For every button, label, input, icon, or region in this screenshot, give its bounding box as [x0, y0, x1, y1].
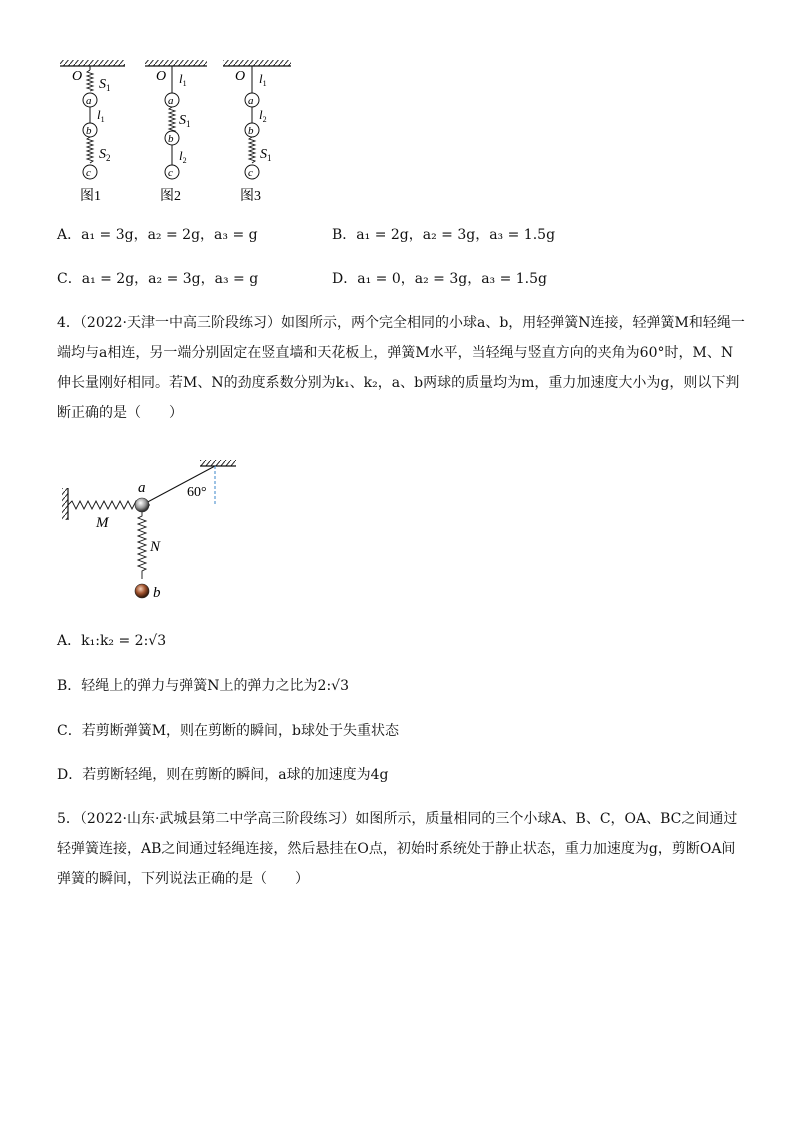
- svg-text:a: a: [248, 95, 254, 107]
- svg-text:S2: $S_2$: [99, 147, 111, 163]
- q4-option-d[interactable]: [57, 764, 388, 784]
- svg-text:c: c: [248, 167, 253, 179]
- svg-text:b: b: [248, 125, 254, 137]
- q3-option-b-text: a₁ = 2g，a₂ = 3g，a₃ = 1.5g: [356, 227, 556, 243]
- svg-text:a: a: [86, 95, 92, 107]
- q4-option-d-text: 若剪断轻绳，则在剪断的瞬间，a球的加速度为4g: [82, 767, 389, 783]
- svg-text:b: b: [168, 133, 174, 145]
- q3-option-a[interactable]: [57, 224, 258, 244]
- figure-2: [145, 60, 207, 179]
- q4-option-a[interactable]: [57, 630, 166, 650]
- svg-text:l2: $l_2$: [179, 148, 187, 165]
- ball-a-label: a: [138, 480, 146, 496]
- q4-option-a-text: k₁:k₂ = 2:√3: [81, 633, 167, 649]
- q3-option-d[interactable]: [332, 268, 547, 288]
- q3-option-b[interactable]: [332, 224, 555, 244]
- q4-stem: 4．（2022·天津一中高三阶段练习）如图所示，两个完全相同的小球a、b，用轻弹簧N连接，轻弹簧M和轻绳一端均与a相连，另一端分别固定在竖直墙和天花板上，弹簧M水平，当轻绳与竖直方向的夹角为60°时，M、N伸长量刚好相同。若M、N的劲度系数分别为k₁、k₂，a、b两球的质量均为m，重力加速度大小为g，则以下判断正确的是（ ）: [57, 315, 745, 421]
- figure-1: [60, 60, 125, 179]
- figure-3-caption: 图3: [240, 189, 261, 204]
- q5-stem: 5．（2022·山东·武城县第二中学高三阶段练习）如图所示，质量相同的三个小球A、B、C，OA、BC之间通过轻弹簧连接，AB之间通过轻绳连接，然后悬挂在O点，初始时系统处于静止状态，重力加速度为g，剪断OA间弹簧的瞬间，下列说法正确的是（ ）: [57, 811, 738, 887]
- figure-3: [223, 60, 291, 179]
- svg-text:l1: $l_1$: [259, 71, 267, 88]
- svg-text:c: c: [168, 167, 173, 179]
- q4-option-c[interactable]: [57, 720, 399, 740]
- q4-option-a-letter: A．: [57, 633, 82, 649]
- angle-label: 60°: [187, 485, 207, 500]
- svg-text:S1: $S_1$: [99, 77, 111, 93]
- svg-text:O: O: [72, 69, 83, 84]
- svg-text:O: O: [235, 69, 246, 84]
- svg-text:O: O: [156, 69, 167, 84]
- svg-text:c: c: [86, 167, 91, 179]
- spring-figures: [55, 52, 305, 212]
- q4-option-d-letter: D．: [57, 767, 83, 783]
- ball-b-label: b: [153, 585, 161, 601]
- figure-1-caption: 图1: [80, 189, 101, 204]
- q4-figure: [60, 455, 260, 605]
- svg-text:S1: $S_1$: [260, 147, 272, 163]
- q4-option-c-letter: C．: [57, 723, 82, 739]
- svg-text:l1: $l_1$: [97, 107, 105, 124]
- q3-option-d-letter: D．: [332, 271, 358, 287]
- q3-option-a-text: a₁ = 3g，a₂ = 2g，a₃ = g: [81, 227, 258, 243]
- q3-option-c[interactable]: [57, 268, 258, 288]
- q3-option-a-letter: A．: [57, 227, 82, 243]
- svg-text:l1: $l_1$: [179, 71, 187, 88]
- q4-option-b-letter: B．: [57, 678, 82, 694]
- svg-text:b: b: [86, 125, 92, 137]
- svg-text:l2: $l_2$: [259, 107, 267, 124]
- q4-option-c-text: 若剪断弹簧M，则在剪断的瞬间，b球处于失重状态: [81, 723, 400, 739]
- q3-option-d-text: a₁ = 0，a₂ = 3g，a₃ = 1.5g: [357, 271, 548, 287]
- q3-option-b-letter: B．: [332, 227, 357, 243]
- svg-text:a: a: [168, 95, 174, 107]
- spring-n-label: N: [150, 539, 161, 555]
- q4-option-b-text: 轻绳上的弹力与弹簧N上的弹力之比为2:√3: [81, 678, 349, 694]
- svg-text:S1: $S_1$: [179, 113, 191, 129]
- figure-2-caption: 图2: [160, 189, 181, 204]
- spring-m-label: M: [96, 515, 109, 531]
- q4-option-b[interactable]: [57, 675, 349, 695]
- q3-option-c-text: a₁ = 2g，a₂ = 3g，a₃ = g: [81, 271, 259, 287]
- q3-option-c-letter: C．: [57, 271, 82, 287]
